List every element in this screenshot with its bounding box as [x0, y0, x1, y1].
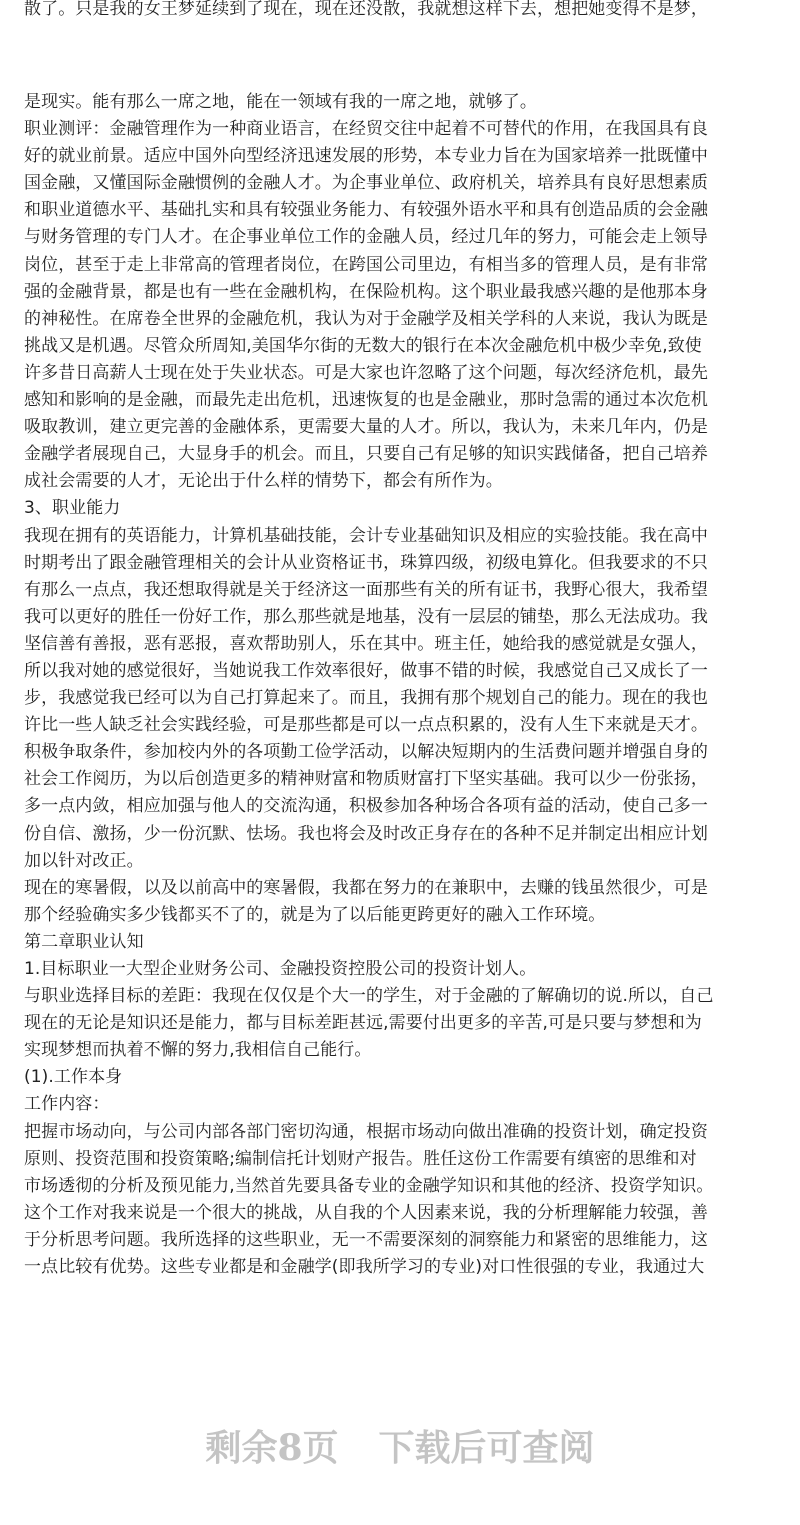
text-line: 与财务管理的专门人才。在企事业单位工作的金融人员，经过几年的努力，可能会走上领导: [24, 227, 708, 248]
text-line: 国金融，又懂国际金融惯例的金融人才。为企事业单位、政府机关，培养具有良好思想素质: [24, 173, 708, 194]
subsection-heading: (1).工作本身: [24, 1067, 123, 1088]
text-line: 金融学者展现自己，大显身手的机会。而且，只要自己有足够的知识实践储备，把自己培养: [24, 444, 708, 465]
text-line: 多一点内敛，相应加强与他人的交流沟通，积极参加各种场合各项有益的活动，使自己多一: [24, 796, 708, 817]
text-line: 实现梦想而执着不懈的努力,我相信自己能行。: [24, 1040, 372, 1061]
text-line: 挑战又是机遇。尽管众所周知,美国华尔街的无数大的银行在本次金融危机中极少幸免,致使: [24, 335, 702, 356]
text-line: 市场透彻的分析及预见能力,当然首先要具备专业的金融学知识和其他的经济、投资学知识。: [24, 1175, 714, 1196]
text-line: 感知和影响的是金融，而最先走出危机，迅速恢复的也是金融业，那时急需的通过本次危机: [24, 390, 708, 411]
text-line: 许比一些人缺乏社会实践经验，可是那些都是可以一点点积累的，没有人生下来就是天才。: [24, 715, 708, 736]
text-line: 一点比较有优势。这些专业都是和金融学(即我所学习的专业)对口性很强的专业，我通过大: [24, 1257, 705, 1278]
text-line: 步，我感觉我已经可以为自己打算起来了。而且，我拥有那个规划自己的能力。现在的我也: [24, 688, 708, 709]
text-line: 岗位，甚至于走上非常高的管理者岗位，在跨国公司里边，有相当多的管理人员，是有非常: [24, 254, 708, 275]
text-line: 现在的寒暑假，以及以前高中的寒暑假，我都在努力的在兼职中，去赚的钱虽然很少，可是: [24, 877, 708, 898]
download-prompt-banner[interactable]: [0, 1418, 800, 1478]
text-line: 所以我对她的感觉很好，当她说我工作效率很好，做事不错的时候，我感觉自己又成长了一: [24, 660, 708, 681]
previous-page-tail: [24, 0, 780, 30]
text-line: 积极争取条件，参加校内外的各项勤工俭学活动，以解决短期内的生活费问题并增强自身的: [24, 742, 708, 763]
text-line: 有那么一点点，我还想取得就是关于经济这一面那些有关的所有证书，我野心很大，我希望: [24, 579, 708, 600]
text-line: 1.目标职业一大型企业财务公司、金融投资控股公司的投资计划人。: [24, 959, 537, 979]
text-line: 社会工作阅历，为以后创造更多的精神财富和物质财富打下坚实基础。我可以少一份张扬，: [24, 769, 708, 790]
chapter-heading: 第二章职业认知: [24, 931, 144, 952]
text-line: 我现在拥有的英语能力，计算机基础技能，会计专业基础知识及相应的实验技能。我在高中: [24, 525, 708, 546]
section-heading: 3、职业能力: [24, 498, 121, 519]
text-line: 的神秘性。在席卷全世界的金融危机，我认为对于金融学及相关学科的人来说，我认为既是: [24, 308, 708, 329]
text-line: 份自信、激扬，少一份沉默、怯场。我也将会及时改正身存在的各种不足并制定出相应计划: [24, 823, 708, 844]
text-line: 吸取教训，建立更完善的金融体系，更需要大量的人才。所以，我认为，未来几年内，仍是: [24, 417, 708, 438]
text-line: 那个经验确实多少钱都买不了的，就是为了以后能更跨更好的融入工作环境。: [24, 904, 606, 925]
text-line: 把握市场动向，与公司内部各部门密切沟通，根据市场动向做出准确的投资计划，确定投资: [24, 1121, 708, 1142]
download-to-view-text: 下载后可查阅: [378, 1427, 595, 1469]
text-line: 是现实。能有那么一席之地，能在一领域有我的一席之地，就够了。: [24, 92, 537, 112]
text-line: 与职业选择目标的差距：我现在仅仅是个大一的学生，对于金融的了解确切的说.所以，自己: [24, 986, 714, 1007]
text-line: 好的就业前景。适应中国外向型经济迅速发展的形势，本专业力旨在为国家培养一批既懂中: [24, 146, 708, 167]
text-line: 强的金融背景，都是也有一些在金融机构，在保险机构。这个职业最我感兴趣的是他那本身: [24, 281, 708, 302]
text-line: 散了。只是我的女王梦延续到了现在，现在还没散，我就想这样下去，想把她变得不是梦，: [24, 0, 708, 19]
text-line: 时期考出了跟金融管理相关的会计从业资格证书，珠算四级，初级电算化。但我要求的不只: [24, 552, 708, 573]
text-line: 现在的无论是知识还是能力，都与目标差距甚远,需要付出更多的辛苦,可是只要与梦想和为: [24, 1013, 702, 1034]
text-line: 和职业道德水平、基础扎实和具有较强业务能力、有较强外语水平和具有创造品质的会金融: [24, 200, 708, 221]
text-line: 这个工作对我来说是一个很大的挑战，从自我的个人因素来说，我的分析理解能力较强，善: [24, 1202, 708, 1223]
text-line: 成社会需要的人才，无论出于什么样的情势下，都会有所作为。: [24, 471, 503, 492]
remaining-pages-text: 剩余8页: [205, 1427, 339, 1469]
text-line: 于分析思考问题。我所选择的这些职业，无一不需要深刻的洞察能力和紧密的思维能力，这: [24, 1229, 708, 1250]
text-line: 原则、投资范围和投资策略;编制信托计划财产报告。胜任这份工作需要有缜密的思维和对: [24, 1148, 697, 1169]
text-line: 职业测评：金融管理作为一种商业语言，在经贸交往中起着不可替代的作用，在我国具有良: [24, 119, 708, 140]
text-line: 加以针对改正。: [24, 850, 144, 871]
text-line: 坚信善有善报，恶有恶报，喜欢帮助别人，乐在其中。班主任，她给我的感觉就是女强人，: [24, 633, 708, 654]
document-body: [24, 89, 780, 1281]
text-line: 我可以更好的胜任一份好工作，那么那些就是地基，没有一层层的铺垫，那么无法成功。我: [24, 606, 708, 627]
text-line: 工作内容：: [24, 1094, 110, 1115]
text-line: 许多昔日高薪人士现在处于失业状态。可是大家也许忽略了这个问题，每次经济危机，最先: [24, 362, 708, 383]
